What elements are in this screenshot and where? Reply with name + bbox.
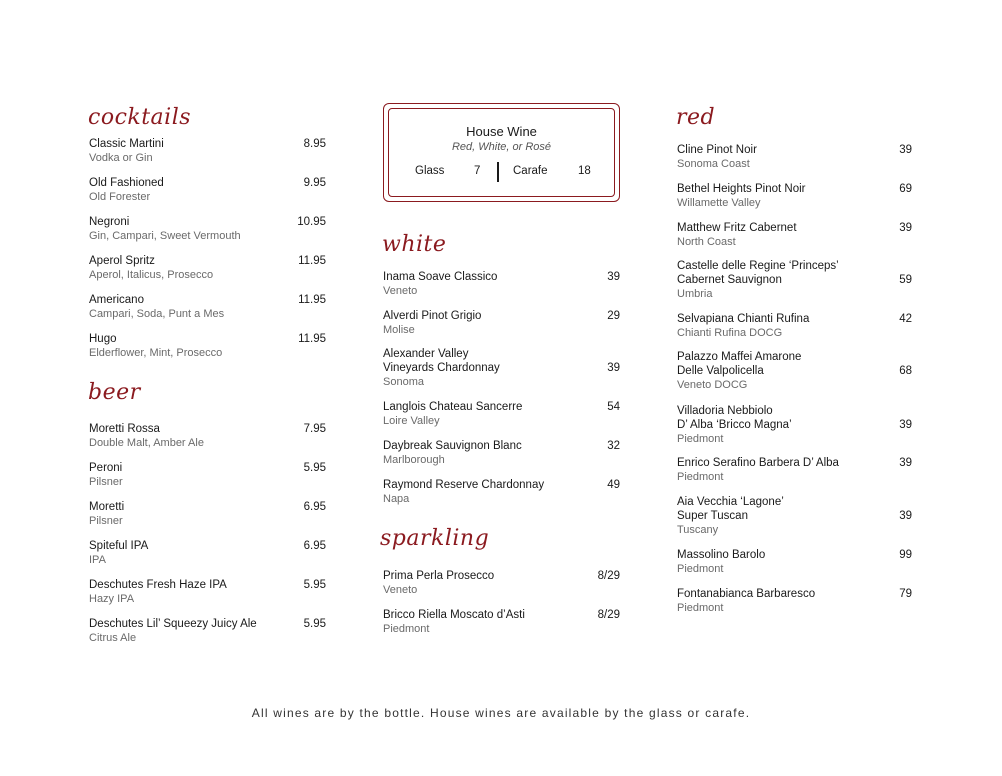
menu-item [89,500,326,528]
item-name: Negroni [89,216,130,228]
item-price: 39 [607,271,620,283]
item-description: Double Malt, Amber Ale [89,437,204,449]
item-description: Pilsner [89,515,123,527]
beer-heading: beer [88,380,141,405]
menu-item [89,461,326,489]
item-price: 11.95 [298,255,326,267]
item-description: Piedmont [677,563,724,575]
item-price: 59 [899,274,912,286]
menu-item [383,569,620,597]
carafe-label: Carafe [513,165,548,177]
item-price: 32 [607,440,620,452]
item-name: Alverdi Pinot Grigio [383,310,482,322]
item-name: Aperol Spritz [89,255,155,267]
menu-item [677,182,912,210]
item-name: Cline Pinot Noir [677,144,757,156]
item-description: Citrus Ale [89,632,137,644]
menu-item [677,404,912,446]
item-price: 9.95 [303,177,326,189]
menu-item [89,539,326,567]
item-price: 49 [607,479,620,491]
item-price: 6.95 [303,540,326,552]
sparkling-heading: sparkling [380,526,490,551]
item-description: Sonoma [383,376,424,388]
item-name: Deschutes Fresh Haze IPA [89,579,227,591]
menu-item [89,176,326,204]
item-price: 39 [899,457,912,469]
glass-price: 7 [474,165,481,177]
item-price: 68 [899,365,912,377]
item-name: Bethel Heights Pinot Noir [677,183,806,195]
item-name: Hugo [89,333,117,345]
item-name: Castelle delle Regine ‘Princeps’ Cabernet Sauvignon [677,260,839,286]
item-price: 8/29 [597,570,620,582]
menu-item [677,221,912,249]
item-description: North Coast [677,236,736,248]
item-name: Daybreak Sauvignon Blanc [383,440,522,452]
item-name: Americano [89,294,144,306]
item-price: 8/29 [597,609,620,621]
menu-item [89,254,326,282]
item-price: 5.95 [303,618,326,630]
item-price: 39 [899,419,912,431]
item-name: Enrico Serafino Barbera D’ Alba [677,457,839,469]
item-description: Napa [383,493,410,505]
item-price: 29 [607,310,620,322]
item-price: 5.95 [303,462,326,474]
item-price: 11.95 [298,294,326,306]
menu-item [89,617,326,645]
item-description: Chianti Rufina DOCG [677,327,783,339]
menu-item [383,309,620,337]
item-description: Molise [383,324,415,336]
menu-item [89,422,326,450]
item-name: Moretti [89,501,125,513]
item-price: 8.95 [303,138,326,150]
item-price: 39 [899,222,912,234]
item-name: Spiteful IPA [89,540,149,552]
item-name: Moretti Rossa [89,423,160,435]
menu-item [383,270,620,298]
menu-item [383,347,620,389]
white-heading: white [382,232,447,257]
item-price: 39 [899,144,912,156]
item-price: 6.95 [303,501,326,513]
item-price: 79 [899,588,912,600]
item-name: Classic Martini [89,138,164,150]
item-description: Marlborough [383,454,445,466]
menu-item [89,215,326,243]
item-name: Bricco Riella Moscato d’Asti [383,609,525,621]
menu-item [89,332,326,360]
menu-item [383,608,620,636]
item-name: Alexander Valley Vineyards Chardonnay [383,348,500,374]
menu-item [89,293,326,321]
house-wine-subtitle: Red, White, or Rosé [451,141,552,153]
menu-item [677,143,912,171]
menu-item [383,478,620,506]
item-description: Pilsner [89,476,123,488]
item-price: 11.95 [298,333,326,345]
menu-item [677,548,912,576]
menu-item [677,587,912,615]
glass-label: Glass [415,165,445,177]
item-description: Aperol, Italicus, Prosecco [89,269,214,281]
item-description: Vodka or Gin [89,152,153,164]
item-description: Piedmont [677,433,724,445]
item-price: 42 [899,313,912,325]
item-description: Willamette Valley [677,197,761,209]
menu-item [89,137,326,165]
item-description: Piedmont [677,602,724,614]
item-description: Elderflower, Mint, Prosecco [89,347,223,359]
menu-item [89,578,326,606]
menu-item [677,350,912,392]
item-description: IPA [89,554,106,566]
item-name: Peroni [89,462,123,474]
menu-item [677,456,912,484]
item-description: Veneto DOCG [677,379,748,391]
house-wine-title: House Wine [466,124,537,139]
item-name: Fontanabianca Barbaresco [677,588,816,600]
item-name: Old Fashioned [89,177,164,189]
item-name: Prima Perla Prosecco [383,570,495,582]
item-description: Umbria [677,288,713,300]
cocktails-heading: cocktails [88,105,192,130]
item-price: 54 [607,401,620,413]
item-name: Deschutes Lil’ Squeezy Juicy Ale [89,618,257,630]
item-price: 69 [899,183,912,195]
item-description: Gin, Campari, Sweet Vermouth [89,230,241,242]
item-description: Veneto [383,285,418,297]
item-name: Matthew Fritz Cabernet [677,222,797,234]
item-description: Piedmont [383,623,430,635]
house-wine-divider [497,162,499,182]
item-price: 39 [607,362,620,374]
item-name: Raymond Reserve Chardonnay [383,479,545,491]
item-name: Langlois Chateau Sancerre [383,401,523,413]
item-price: 39 [899,510,912,522]
menu-item [677,312,912,340]
item-name: Massolino Barolo [677,549,766,561]
red-heading: red [676,105,716,130]
carafe-price: 18 [578,165,591,177]
item-name: Villadoria Nebbiolo D’ Alba ‘Bricco Magna’ [677,405,792,431]
item-name: Palazzo Maffei Amarone Delle Valpolicella [677,351,802,377]
item-description: Tuscany [677,524,719,536]
footer-note: All wines are by the bottle. House wines are available by the glass or carafe. [251,706,751,720]
menu-item [677,495,912,537]
item-description: Campari, Soda, Punt a Mes [89,308,225,320]
item-name: Inama Soave Classico [383,271,498,283]
menu-item [383,439,620,467]
item-price: 10.95 [297,216,326,228]
item-description: Piedmont [677,471,724,483]
menu-item [383,400,620,428]
item-price: 99 [899,549,912,561]
item-name: Aia Vecchia ‘Lagone’ Super Tuscan [677,496,784,522]
item-price: 5.95 [303,579,326,591]
house-wine-box [383,103,620,202]
item-description: Veneto [383,584,418,596]
item-description: Old Forester [89,191,151,203]
item-name: Selvapiana Chianti Rufina [677,313,810,325]
item-description: Sonoma Coast [677,158,750,170]
item-price: 7.95 [303,423,326,435]
menu-item [677,259,912,301]
item-description: Loire Valley [383,415,440,427]
item-description: Hazy IPA [89,593,135,605]
